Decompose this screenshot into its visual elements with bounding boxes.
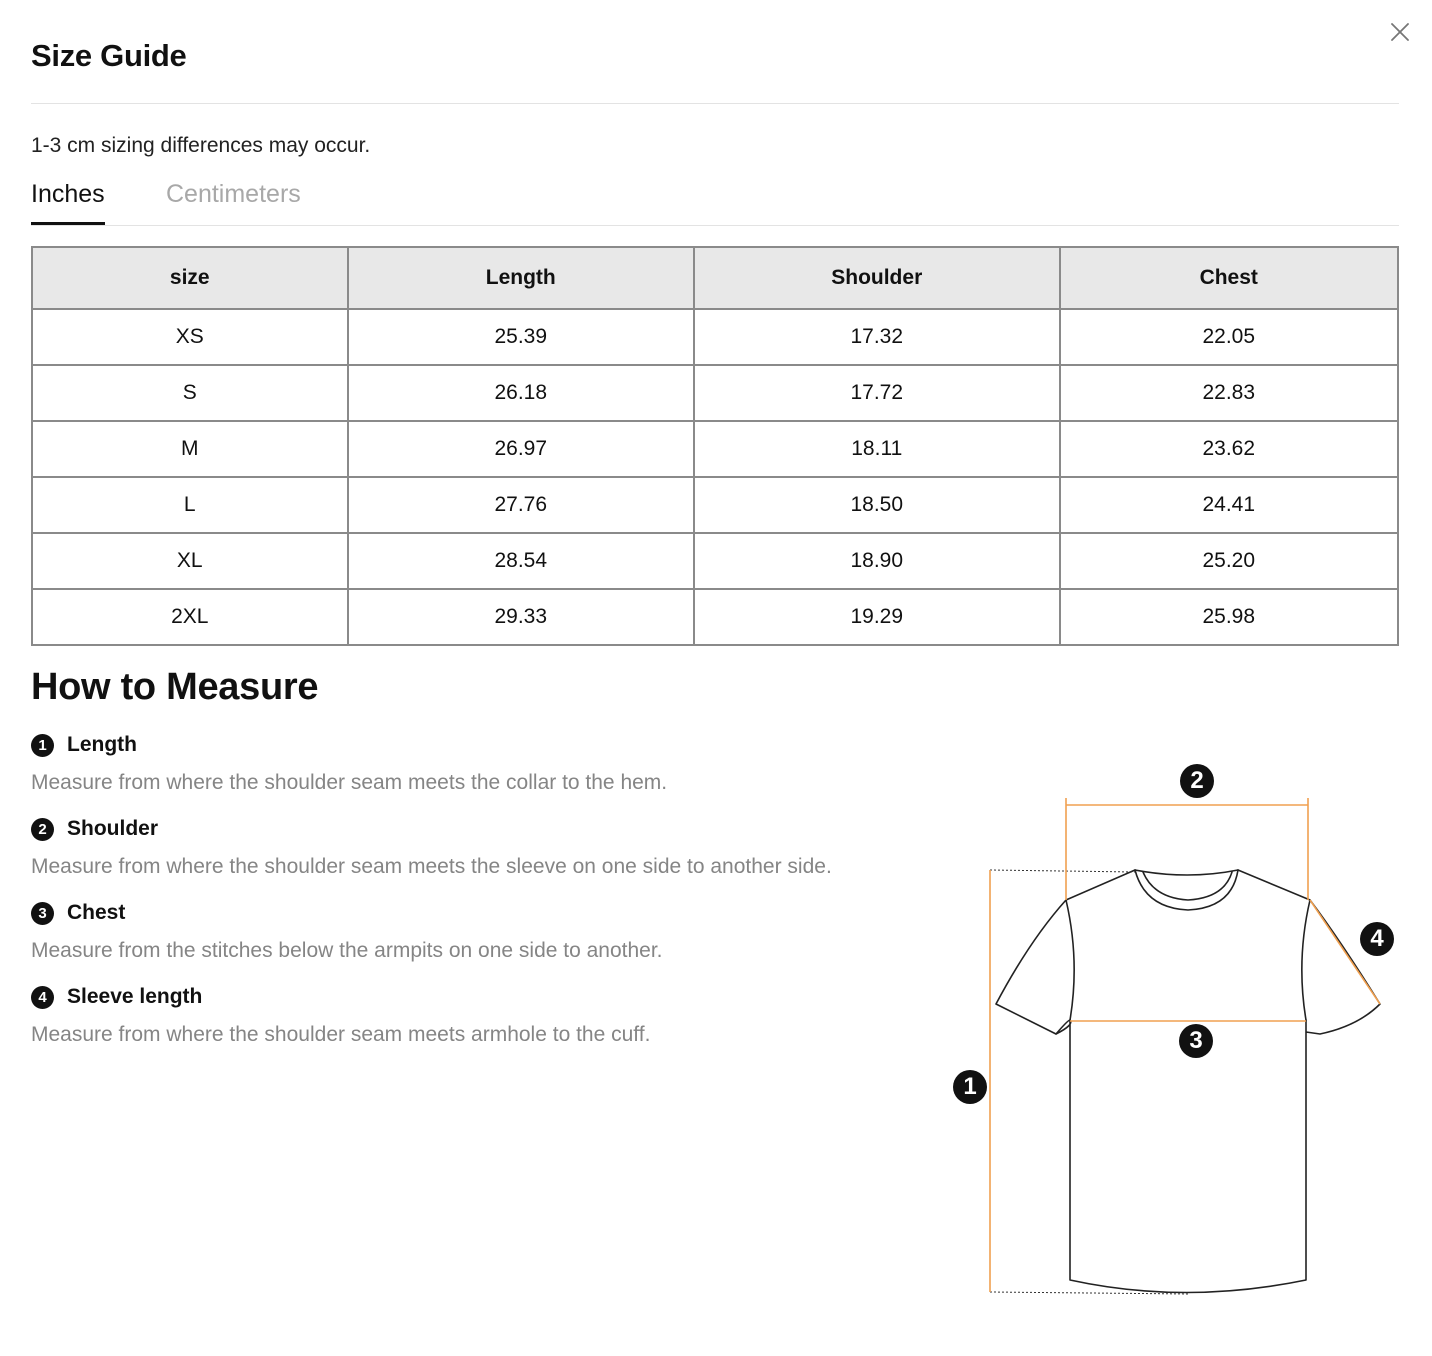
cell-length: 27.76 <box>348 477 695 533</box>
measure-item-length <box>31 730 911 795</box>
measure-description: Measure from where the shoulder seam meets the collar to the hem. <box>31 771 668 794</box>
table-row <box>32 477 1398 533</box>
measure-label: Sleeve length <box>67 985 203 1008</box>
header-shoulder: Shoulder <box>694 247 1060 309</box>
cell-chest: 23.62 <box>1060 421 1399 477</box>
tab-inches[interactable]: Inches <box>31 180 105 222</box>
cell-chest: 22.83 <box>1060 365 1399 421</box>
cell-size: L <box>32 477 348 533</box>
cell-shoulder: 19.29 <box>694 589 1060 645</box>
marker-2-icon: 2 <box>1180 764 1214 798</box>
measure-description: Measure from where the shoulder seam meets the sleeve on one side to another side. <box>31 855 832 878</box>
measure-item-shoulder <box>31 814 911 879</box>
marker-4-icon: 4 <box>1360 922 1394 956</box>
cell-length: 26.97 <box>348 421 695 477</box>
measurement-diagram <box>940 750 1410 1320</box>
number-badge-icon: 2 <box>31 818 54 841</box>
cell-length: 29.33 <box>348 589 695 645</box>
cell-chest: 25.98 <box>1060 589 1399 645</box>
cell-size: XL <box>32 533 348 589</box>
table-header-row <box>32 247 1398 309</box>
measure-label: Chest <box>67 901 126 924</box>
marker-3-icon: 3 <box>1179 1024 1213 1058</box>
size-table <box>31 246 1399 646</box>
number-badge-icon: 1 <box>31 734 54 757</box>
cell-chest: 25.20 <box>1060 533 1399 589</box>
cell-size: S <box>32 365 348 421</box>
cell-shoulder: 17.72 <box>694 365 1060 421</box>
close-icon <box>1388 20 1412 44</box>
measure-item-chest <box>31 898 911 963</box>
table-row <box>32 589 1398 645</box>
cell-shoulder: 18.50 <box>694 477 1060 533</box>
measure-label: Shoulder <box>67 817 159 840</box>
tab-centimeters[interactable]: Centimeters <box>166 180 301 208</box>
unit-tabs <box>31 180 1399 226</box>
dialog-title: Size Guide <box>31 38 187 73</box>
header-length: Length <box>348 247 695 309</box>
table-row <box>32 309 1398 365</box>
how-to-measure-title: How to Measure <box>31 666 319 708</box>
table-row <box>32 421 1398 477</box>
cell-length: 28.54 <box>348 533 695 589</box>
cell-shoulder: 18.11 <box>694 421 1060 477</box>
title-divider <box>31 103 1399 104</box>
cell-chest: 24.41 <box>1060 477 1399 533</box>
t-shirt-icon <box>940 750 1410 1320</box>
cell-shoulder: 18.90 <box>694 533 1060 589</box>
number-badge-icon: 3 <box>31 902 54 925</box>
measure-item-sleeve-length <box>31 982 911 1047</box>
cell-length: 26.18 <box>348 365 695 421</box>
table-row <box>32 533 1398 589</box>
marker-1-icon: 1 <box>953 1070 987 1104</box>
measure-description: Measure from where the shoulder seam meets armhole to the cuff. <box>31 1023 651 1046</box>
cell-size: XS <box>32 309 348 365</box>
measure-label: Length <box>67 733 137 756</box>
close-button[interactable] <box>1388 20 1412 44</box>
number-badge-icon: 4 <box>31 986 54 1009</box>
table-row <box>32 365 1398 421</box>
cell-chest: 22.05 <box>1060 309 1399 365</box>
cell-length: 25.39 <box>348 309 695 365</box>
sizing-notice: 1-3 cm sizing differences may occur. <box>31 134 371 157</box>
cell-shoulder: 17.32 <box>694 309 1060 365</box>
cell-size: M <box>32 421 348 477</box>
header-chest: Chest <box>1060 247 1399 309</box>
header-size: size <box>32 247 348 309</box>
measure-description: Measure from the stitches below the armpits on one side to another. <box>31 939 663 962</box>
cell-size: 2XL <box>32 589 348 645</box>
